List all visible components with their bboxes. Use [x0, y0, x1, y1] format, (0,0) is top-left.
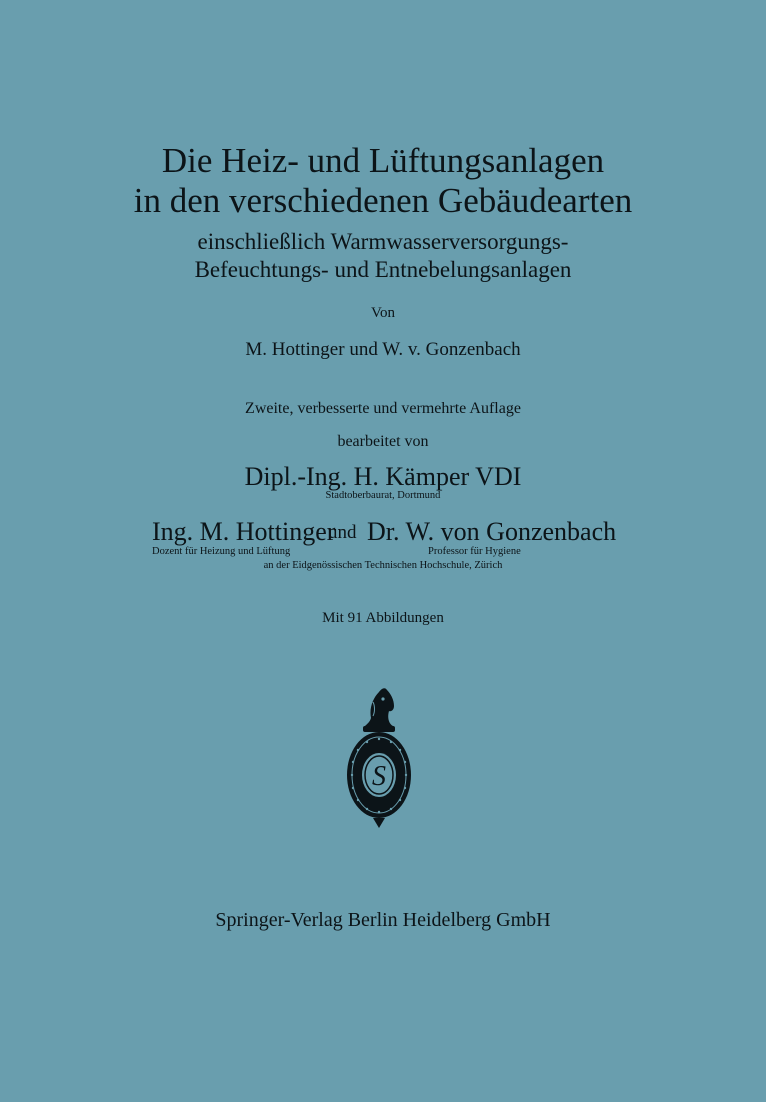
emblem-letter: S: [372, 761, 386, 792]
title-line-2: in den verschiedenen Gebäudearten: [133, 181, 633, 220]
editor-2-role: Dozent für Heizung und Lüftung: [152, 546, 291, 557]
illustrations-note: Mit 91 Abbildungen: [322, 610, 444, 626]
edition-statement: Zweite, verbesserte und vermehrte Auflage: [245, 400, 521, 417]
institution: an der Eidgenössischen Technischen Hochschule, Zürich: [263, 560, 503, 571]
editor-1-affiliation: Stadtoberbaurat, Dortmund: [325, 490, 441, 501]
springer-knight-emblem: [339, 682, 419, 832]
editor-1-name: Dipl.-Ing. H. Kämper VDI: [244, 462, 522, 491]
editor-3-name: Dr. W. von Gonzenbach: [367, 517, 617, 546]
von-label: Von: [371, 305, 395, 321]
title-line-1: Die Heiz- und Lüftungsanlagen: [161, 141, 605, 180]
publisher: Springer-Verlag Berlin Heidelberg GmbH: [215, 909, 551, 931]
editor-2-name: Ing. M. Hottinger: [152, 517, 336, 546]
subtitle-line-1: einschließlich Warmwasserversorgungs-: [197, 229, 569, 254]
edited-by-label: bearbeitet von: [337, 433, 429, 450]
subtitle-line-2: Befeuchtungs- und Entnebelungsanlagen: [194, 257, 572, 282]
editor-3-role: Professor für Hygiene: [428, 546, 521, 557]
editors-conjunction: und: [328, 522, 357, 543]
original-authors: M. Hottinger und W. v. Gonzenbach: [245, 339, 521, 360]
